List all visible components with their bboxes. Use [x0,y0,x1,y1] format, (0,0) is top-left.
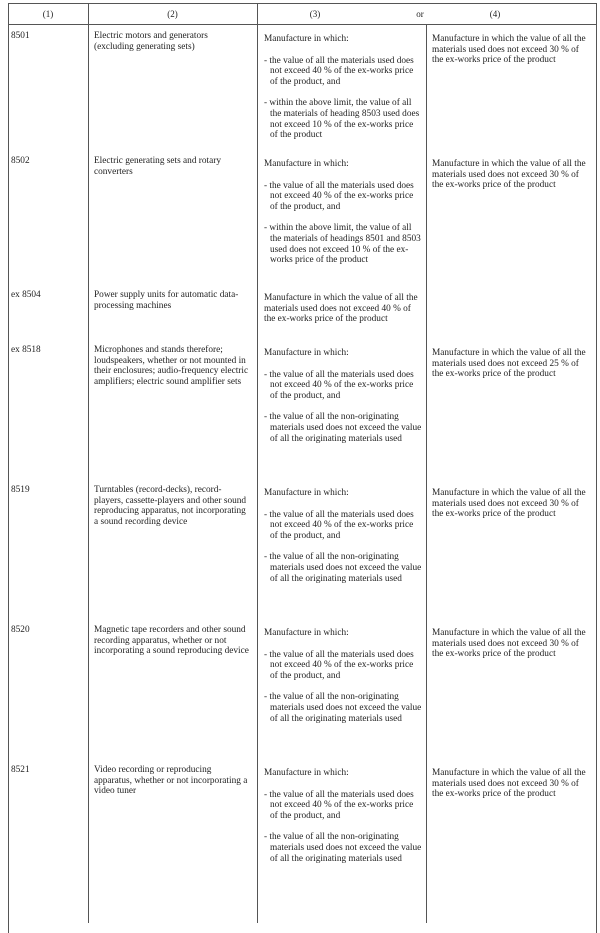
product-description: Microphones and stands therefore; loudspeakers, whether or not mounted in their enclosures; audio-frequency electric amplifiers; electric sound amplifier sets [94,345,249,387]
rule-paragraph: - the value of all the non-originating materials used does not exceed the value of all the originating materials used [264,412,422,444]
rule-paragraph: - the value of all the materials used does not exceed 40 % of the ex-works price of the product, and [264,649,414,681]
rule-paragraph: - the value of all the materials used does not exceed 40 % of the ex-works price of the product, and [264,369,414,401]
heading-code: 8520 [11,625,30,635]
header-col1: (1) [42,9,54,19]
alternative-rule-col4: Manufacture in which the value of all the materials used does not exceed 30 % of the ex-works price of the product [432,628,586,660]
heading-code: 8521 [11,765,30,775]
rule-paragraph: Manufacture in which: [264,628,349,638]
rule-paragraph: - the value of all the materials used does not exceed 40 % of the ex-works price of the product, and [264,789,414,821]
alternative-rule-col4: Manufacture in which the value of all the materials used does not exceed 30 % of the ex-works price of the product [432,159,586,191]
alternative-rule-col4: Manufacture in which the value of all the materials used does not exceed 25 % of the ex-works price of the product [432,348,586,380]
rule-col3 [264,488,422,595]
product-description: Electric generating sets and rotary converters [94,156,222,177]
product-description: Magnetic tape recorders and other sound recording apparatus, whether or not incorporating a sound reproducing device [94,625,249,657]
rule-paragraph: Manufacture in which the value of all the materials used does not exceed 40 % of the ex-works price of the product [264,293,418,325]
rule-col3 [264,768,422,875]
rule-col3 [264,348,422,455]
heading-code: ex 8518 [11,345,41,355]
header-col2: (2) [167,9,178,19]
rule-paragraph: - the value of all the non-originating materials used does not exceed the value of all the originating materials used [264,552,422,584]
alternative-rule-col4: Manufacture in which the value of all the materials used does not exceed 30 % of the ex-works price of the product [432,768,586,800]
rule-paragraph: Manufacture in which: [264,768,349,778]
rule-paragraph: Manufacture in which: [264,348,349,358]
heading-code: 8501 [11,31,30,41]
heading-code: 8519 [11,485,30,495]
rule-col3 [264,159,422,277]
rule-paragraph: - the value of all the materials used does not exceed 40 % of the ex-works price of the product, and [264,55,414,87]
heading-code: 8502 [11,156,30,166]
header-col3: (3) [309,9,321,19]
product-description: Video recording or reproducing apparatus, whether or not incorporating a video tuner [94,765,248,797]
alternative-rule-col4: Manufacture in which the value of all the materials used does not exceed 30 % of the ex-works price of the product [432,488,586,520]
column-divider [88,3,89,923]
rule-paragraph: - within the above limit, the value of all the materials of heading 8503 used does not exceed 10 % of the ex-works price of the product [264,98,420,141]
rule-paragraph: - within the above limit, the value of all the materials of headings 8501 and 8503 used does not exceed 10 % of the ex-works price of the product [264,223,421,266]
alternative-rule-col4: Manufacture in which the value of all the materials used does not exceed 30 % of the ex-works price of the product [432,34,586,66]
product-description: Power supply units for automatic data-processing machines [94,290,239,311]
rule-col3 [264,293,422,336]
product-description: Turntables (record-decks), record-players, cassette-players and other sound reproducing apparatus, not incorporating a sound recording device [94,485,247,527]
header-col4: (4) [489,9,501,19]
rule-paragraph: Manufacture in which: [264,488,349,498]
header-or: or [416,9,424,19]
rule-col3 [264,34,422,152]
rule-paragraph: Manufacture in which: [264,34,349,44]
rule-paragraph: - the value of all the materials used does not exceed 40 % of the ex-works price of the product, and [264,180,414,212]
column-divider [257,3,258,923]
rule-paragraph: Manufacture in which: [264,159,349,169]
header-divider [8,24,597,25]
rule-col3 [264,628,422,735]
product-description: Electric motors and generators (excluding generating sets) [94,31,208,52]
heading-code: ex 8504 [11,290,41,300]
rule-paragraph: - the value of all the non-originating materials used does not exceed the value of all the originating materials used [264,692,422,724]
column-divider [426,24,427,923]
rule-paragraph: - the value of all the non-originating materials used does not exceed the value of all the originating materials used [264,832,422,864]
rule-paragraph: - the value of all the materials used does not exceed 40 % of the ex-works price of the product, and [264,509,414,541]
